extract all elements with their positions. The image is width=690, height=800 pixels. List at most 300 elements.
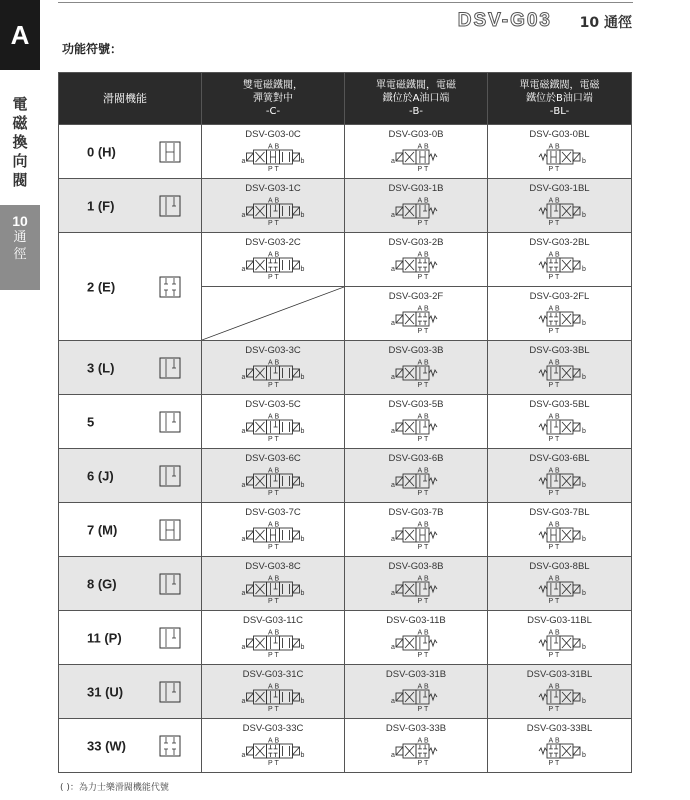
function-symbol-icon (159, 735, 181, 757)
function-code: 7 (M) (87, 522, 118, 537)
table-row (59, 503, 632, 557)
valve-symbol-icon (376, 519, 456, 551)
svg-text:b: b (300, 266, 305, 273)
svg-text:P: P (548, 328, 553, 335)
valve-model-cell (345, 719, 488, 773)
svg-text:B: B (274, 737, 280, 745)
svg-text:T: T (274, 598, 279, 605)
svg-text:b: b (581, 698, 586, 705)
valve-symbol-icon (520, 465, 600, 497)
svg-text:A: A (548, 413, 553, 421)
model-number: DSV-G03-3BL (529, 345, 590, 356)
svg-text:a: a (241, 590, 246, 597)
svg-text:B: B (424, 251, 429, 259)
svg-text:b: b (300, 158, 305, 165)
svg-text:b: b (581, 374, 586, 381)
model-number: DSV-G03-3C (245, 345, 301, 356)
svg-text:b: b (300, 590, 305, 597)
svg-text:b: b (300, 752, 305, 759)
valve-model-cell (202, 557, 345, 611)
svg-text:P: P (268, 706, 273, 713)
valve-model-cell (488, 449, 632, 503)
empty-diagonal-cell (202, 287, 345, 341)
svg-text:B: B (554, 143, 560, 151)
category-char: 閥 (12, 171, 28, 189)
svg-text:B: B (274, 359, 280, 367)
svg-text:T: T (554, 274, 559, 281)
valve-symbol-icon (376, 681, 456, 713)
function-cell (59, 503, 202, 557)
valve-model-cell (488, 341, 632, 395)
valve-model-cell (202, 665, 345, 719)
valve-model-cell (345, 233, 488, 287)
svg-text:A: A (417, 143, 423, 151)
model-title: DSV-G03 (457, 10, 552, 31)
svg-text:a: a (241, 536, 246, 543)
section-tab: A (0, 0, 40, 70)
model-number: DSV-G03-2FL (529, 291, 590, 302)
model-number: DSV-G03-11BL (527, 615, 592, 626)
svg-text:A: A (548, 683, 553, 691)
svg-text:T: T (274, 706, 279, 713)
svg-text:B: B (424, 197, 429, 205)
valve-symbol-icon (520, 519, 600, 551)
diagonal-line (202, 287, 344, 340)
svg-text:A: A (417, 683, 423, 691)
function-code: 11 (P) (87, 630, 122, 645)
valve-model-cell (345, 503, 488, 557)
valve-model-cell (345, 179, 488, 233)
valve-symbol-icon (376, 735, 456, 767)
svg-text:B: B (274, 413, 280, 421)
valve-symbol-icon (520, 357, 600, 389)
function-cell (59, 449, 202, 503)
model-number: DSV-G03-3B (388, 345, 444, 356)
category-label (0, 75, 40, 205)
svg-text:A: A (268, 575, 273, 583)
svg-text:B: B (424, 629, 429, 637)
table-row (59, 665, 632, 719)
svg-text:T: T (424, 544, 429, 551)
valve-symbol-icon (233, 519, 313, 551)
svg-text:A: A (548, 359, 553, 367)
svg-text:P: P (268, 760, 273, 767)
svg-text:A: A (417, 467, 423, 475)
valve-model-cell (345, 611, 488, 665)
category-char: 磁 (12, 114, 28, 132)
svg-text:A: A (548, 305, 553, 313)
model-number: DSV-G03-7C (245, 507, 301, 518)
svg-text:A: A (268, 359, 273, 367)
svg-text:a: a (391, 698, 395, 705)
svg-text:P: P (417, 544, 423, 551)
svg-text:A: A (548, 575, 553, 583)
model-number: DSV-G03-2B (388, 237, 444, 248)
svg-text:a: a (391, 644, 395, 651)
svg-text:b: b (300, 698, 305, 705)
svg-text:b: b (581, 320, 586, 327)
svg-text:T: T (554, 220, 559, 227)
footnote: ( )：為力士樂滑閥機能代號 (60, 783, 169, 793)
svg-text:b: b (300, 374, 305, 381)
svg-text:B: B (274, 683, 280, 691)
valve-symbol-icon (376, 627, 456, 659)
svg-text:B: B (554, 575, 560, 583)
svg-text:A: A (417, 251, 423, 259)
svg-text:P: P (268, 490, 273, 497)
model-number: DSV-G03-5C (245, 399, 301, 410)
svg-text:B: B (554, 467, 560, 475)
svg-text:T: T (424, 760, 429, 767)
svg-text:T: T (274, 382, 279, 389)
valve-model-cell (488, 503, 632, 557)
function-cell (59, 341, 202, 395)
svg-text:B: B (554, 197, 560, 205)
svg-text:A: A (268, 521, 273, 529)
valve-symbol-icon (376, 303, 456, 335)
function-code: 0 (H) (87, 144, 116, 159)
valve-model-cell (488, 233, 632, 287)
svg-text:B: B (554, 305, 560, 313)
svg-text:A: A (268, 737, 273, 745)
size-char: 徑 (13, 247, 27, 262)
function-code: 31 (U) (87, 684, 124, 699)
valve-model-cell (202, 503, 345, 557)
svg-text:T: T (274, 544, 279, 551)
valve-model-cell (345, 125, 488, 179)
svg-text:a: a (241, 428, 246, 435)
function-code: 8 (G) (87, 576, 117, 591)
svg-text:b: b (581, 266, 586, 273)
model-number: DSV-G03-5BL (529, 399, 590, 410)
svg-text:A: A (417, 575, 423, 583)
svg-text:P: P (548, 652, 553, 659)
model-number: DSV-G03-6C (245, 453, 301, 464)
model-number: DSV-G03-2F (388, 291, 444, 302)
table-row (59, 179, 632, 233)
svg-text:A: A (548, 737, 553, 745)
svg-text:P: P (417, 220, 423, 227)
svg-text:P: P (417, 760, 423, 767)
valve-model-cell (488, 665, 632, 719)
svg-text:a: a (391, 536, 395, 543)
model-number: DSV-G03-33BL (526, 723, 593, 734)
svg-text:B: B (424, 737, 429, 745)
svg-text:P: P (268, 544, 273, 551)
valve-model-cell (488, 611, 632, 665)
svg-text:T: T (424, 706, 429, 713)
svg-text:P: P (548, 220, 553, 227)
svg-text:P: P (417, 328, 423, 335)
svg-text:T: T (424, 166, 429, 173)
model-number: DSV-G03-7B (388, 507, 444, 518)
size-char: 通 (13, 230, 27, 245)
svg-text:B: B (274, 143, 280, 151)
svg-text:a: a (241, 212, 246, 219)
svg-text:B: B (554, 737, 560, 745)
svg-text:b: b (300, 644, 305, 651)
svg-text:A: A (417, 359, 423, 367)
valve-model-cell (345, 449, 488, 503)
function-code: 33 (W) (87, 738, 126, 753)
svg-text:A: A (268, 413, 273, 421)
svg-text:B: B (274, 521, 280, 529)
svg-text:B: B (274, 467, 280, 475)
svg-text:A: A (268, 197, 273, 205)
svg-text:P: P (548, 760, 553, 767)
model-number: DSV-G03-0BL (529, 129, 590, 140)
svg-text:A: A (548, 197, 553, 205)
svg-text:A: A (548, 251, 553, 259)
svg-text:a: a (391, 320, 395, 327)
svg-text:T: T (274, 490, 279, 497)
function-cell (59, 557, 202, 611)
valve-model-cell (202, 233, 345, 287)
svg-text:T: T (554, 436, 559, 443)
svg-text:a: a (391, 212, 395, 219)
function-symbol-table (58, 72, 632, 773)
svg-text:A: A (417, 737, 423, 745)
svg-text:T: T (554, 382, 559, 389)
category-char: 換 (12, 133, 28, 151)
svg-text:P: P (268, 220, 273, 227)
function-symbol-icon (159, 681, 181, 703)
svg-text:a: a (241, 752, 246, 759)
valve-model-cell (488, 557, 632, 611)
svg-text:a: a (241, 158, 246, 165)
svg-text:a: a (241, 374, 246, 381)
svg-text:A: A (268, 683, 273, 691)
svg-text:b: b (300, 482, 305, 489)
model-number: DSV-G03-33B (385, 723, 447, 734)
function-code: 6 (J) (87, 468, 114, 483)
valve-symbol-icon (520, 195, 600, 227)
valve-symbol-icon (233, 627, 313, 659)
valve-model-cell (202, 341, 345, 395)
function-cell (59, 611, 202, 665)
valve-symbol-icon (233, 411, 313, 443)
diameter-label: 10 通徑 (579, 15, 632, 31)
svg-text:P: P (417, 706, 423, 713)
function-symbol-icon (159, 465, 181, 487)
svg-text:B: B (274, 629, 280, 637)
model-number: DSV-G03-31C (242, 669, 304, 680)
svg-text:P: P (268, 598, 273, 605)
svg-text:A: A (417, 197, 423, 205)
valve-symbol-icon (520, 249, 600, 281)
function-cell (59, 233, 202, 341)
function-cell (59, 719, 202, 773)
function-symbol-icon (159, 357, 181, 379)
top-rule (58, 2, 633, 3)
svg-text:T: T (274, 436, 279, 443)
svg-text:B: B (424, 683, 429, 691)
category-char: 向 (12, 152, 28, 170)
svg-text:T: T (554, 166, 559, 173)
valve-model-cell (345, 395, 488, 449)
function-symbol-icon (159, 195, 181, 217)
svg-text:T: T (424, 652, 429, 659)
valve-symbol-icon (376, 249, 456, 281)
svg-text:T: T (424, 436, 429, 443)
valve-model-cell (202, 179, 345, 233)
table-row (59, 557, 632, 611)
svg-text:P: P (417, 274, 423, 281)
valve-model-cell (202, 395, 345, 449)
table-row (59, 233, 632, 287)
valve-model-cell (202, 719, 345, 773)
model-number: DSV-G03-0B (388, 129, 444, 140)
category-char: 電 (12, 95, 28, 113)
valve-symbol-icon (233, 141, 313, 173)
svg-text:A: A (268, 467, 273, 475)
svg-text:P: P (268, 652, 273, 659)
svg-text:T: T (424, 274, 429, 281)
model-number: DSV-G03-33C (242, 723, 304, 734)
svg-text:b: b (300, 536, 305, 543)
valve-model-cell (488, 179, 632, 233)
function-cell (59, 395, 202, 449)
svg-text:a: a (241, 266, 246, 273)
model-number: DSV-G03-7BL (529, 507, 590, 518)
table-row (59, 719, 632, 773)
svg-text:P: P (548, 706, 553, 713)
valve-symbol-icon (233, 357, 313, 389)
svg-text:B: B (424, 305, 429, 313)
svg-text:a: a (391, 266, 395, 273)
function-symbol-icon (159, 276, 181, 298)
svg-text:b: b (581, 644, 586, 651)
valve-model-cell (345, 287, 488, 341)
svg-text:b: b (581, 428, 586, 435)
function-symbol-icon (159, 519, 181, 541)
svg-text:B: B (554, 629, 560, 637)
section-title: 功能符號： (62, 42, 123, 56)
model-number: DSV-G03-2BL (529, 237, 590, 248)
svg-text:P: P (417, 382, 423, 389)
svg-text:P: P (417, 436, 423, 443)
svg-text:T: T (554, 598, 559, 605)
col-header-b: 單電磁鐵閥，電磁 鐵位於A油口端 -B- (345, 73, 488, 125)
svg-text:B: B (554, 521, 560, 529)
model-number: DSV-G03-1B (388, 183, 444, 194)
svg-text:T: T (424, 598, 429, 605)
svg-text:A: A (268, 143, 273, 151)
model-number: DSV-G03-5B (388, 399, 444, 410)
valve-symbol-icon (233, 735, 313, 767)
svg-text:T: T (554, 652, 559, 659)
svg-text:a: a (391, 590, 395, 597)
svg-text:B: B (424, 575, 429, 583)
table-row (59, 341, 632, 395)
svg-text:B: B (274, 197, 280, 205)
svg-text:P: P (268, 274, 273, 281)
svg-text:P: P (548, 166, 553, 173)
svg-text:T: T (274, 274, 279, 281)
svg-text:P: P (548, 490, 553, 497)
model-number: DSV-G03-1C (245, 183, 301, 194)
svg-text:P: P (417, 166, 423, 173)
svg-text:T: T (554, 706, 559, 713)
svg-text:P: P (417, 652, 423, 659)
svg-text:a: a (391, 752, 395, 759)
svg-text:a: a (391, 482, 395, 489)
valve-symbol-icon (520, 681, 600, 713)
function-symbol-icon (159, 627, 181, 649)
svg-text:T: T (424, 490, 429, 497)
valve-symbol-icon (376, 357, 456, 389)
valve-symbol-icon (520, 141, 600, 173)
svg-text:T: T (274, 220, 279, 227)
valve-model-cell (345, 557, 488, 611)
svg-text:B: B (554, 413, 560, 421)
function-cell (59, 125, 202, 179)
model-number: DSV-G03-1BL (529, 183, 590, 194)
svg-text:A: A (417, 629, 423, 637)
function-code: 2 (E) (87, 279, 116, 294)
svg-text:b: b (581, 590, 586, 597)
model-number: DSV-G03-2C (245, 237, 301, 248)
svg-text:A: A (268, 251, 273, 259)
svg-text:b: b (300, 428, 305, 435)
svg-text:T: T (554, 760, 559, 767)
model-number: DSV-G03-31B (385, 669, 447, 680)
size-number: 10 (12, 213, 28, 229)
valve-model-cell (202, 125, 345, 179)
col-header-c: 雙電磁鐵閥， 彈簧對中 -C- (202, 73, 345, 125)
svg-text:a: a (391, 428, 395, 435)
valve-symbol-icon (233, 681, 313, 713)
model-number: DSV-G03-8B (388, 561, 444, 572)
valve-symbol-icon (376, 573, 456, 605)
svg-text:A: A (548, 629, 553, 637)
svg-text:P: P (268, 382, 273, 389)
svg-text:A: A (417, 413, 423, 421)
svg-text:b: b (581, 752, 586, 759)
model-number: DSV-G03-11B (386, 615, 446, 626)
svg-text:P: P (548, 436, 553, 443)
svg-text:T: T (274, 652, 279, 659)
svg-text:T: T (274, 760, 279, 767)
svg-text:P: P (548, 598, 553, 605)
model-number: DSV-G03-6BL (529, 453, 590, 464)
svg-text:A: A (548, 467, 553, 475)
svg-text:T: T (424, 220, 429, 227)
table-row (59, 449, 632, 503)
svg-text:B: B (554, 359, 560, 367)
model-number: DSV-G03-0C (245, 129, 301, 140)
valve-model-cell (488, 287, 632, 341)
model-number: DSV-G03-31BL (526, 669, 593, 680)
function-symbol-icon (159, 411, 181, 433)
model-number: DSV-G03-11C (242, 615, 303, 626)
table-row (59, 395, 632, 449)
valve-symbol-icon (520, 303, 600, 335)
model-number: DSV-G03-8C (245, 561, 301, 572)
svg-text:T: T (424, 328, 429, 335)
svg-text:P: P (417, 490, 423, 497)
svg-text:A: A (417, 305, 423, 313)
valve-model-cell (202, 611, 345, 665)
svg-text:b: b (581, 482, 586, 489)
svg-text:T: T (554, 328, 559, 335)
svg-text:B: B (424, 521, 429, 529)
valve-symbol-icon (233, 195, 313, 227)
svg-text:a: a (391, 374, 395, 381)
svg-text:P: P (417, 598, 423, 605)
svg-text:b: b (581, 158, 586, 165)
valve-symbol-icon (233, 465, 313, 497)
